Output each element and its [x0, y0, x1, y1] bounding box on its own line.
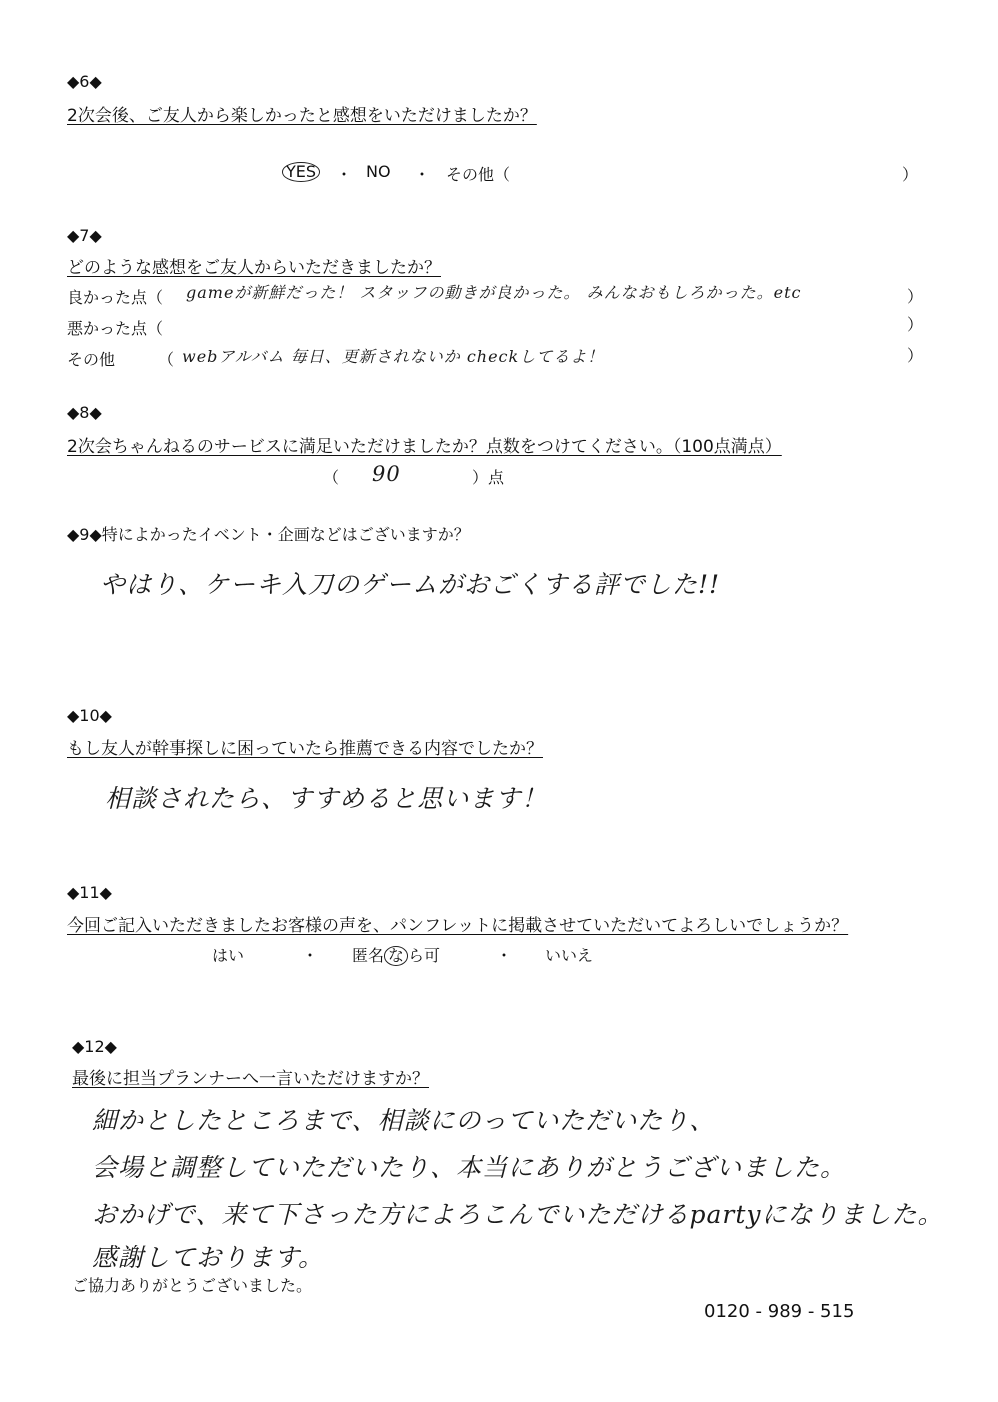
- q7-other-label: その他: [67, 350, 116, 369]
- q11-question: 今回ご記入いただきましたお客様の声を、パンフレットに掲載させていただいてよろしいでしょうか？: [67, 916, 849, 936]
- q6-option-yes[interactable]: [282, 162, 320, 182]
- footer-thanks: ご協力ありがとうございました。: [72, 1276, 313, 1295]
- q9-question: ◆9◆特によかったイベント・企画などはございますか？: [67, 525, 470, 544]
- q11-anon-circle: な: [384, 946, 408, 966]
- q7-number: ◆7◆: [67, 226, 102, 245]
- q7-other-answer: webアルバム 毎日、更新されないか checkしてるよ！: [182, 347, 605, 366]
- q7-good-label: 良かった点（: [67, 288, 164, 307]
- q11-option-anonymous[interactable]: [352, 943, 440, 966]
- q7-question: どのような感想をご友人からいただきましたか？: [67, 258, 441, 278]
- q12-answer-line-4: 感謝しております。: [92, 1243, 325, 1272]
- q6-dot-2: ・: [414, 165, 431, 184]
- q6-number: ◆6◆: [67, 72, 102, 91]
- q10-number: ◆10◆: [67, 706, 112, 725]
- q6-option-no[interactable]: NO: [366, 162, 391, 181]
- q11-anon-post: ら可: [408, 946, 441, 965]
- q6-close-paren: ）: [902, 165, 919, 184]
- q8-score: 90: [372, 462, 401, 486]
- q10-question: もし友人が幹事探しに困っていたら推薦できる内容でしたか？: [67, 739, 543, 759]
- q12-answer-line-1: 細かとしたところまで、相談にのっていただいたり、: [92, 1106, 716, 1135]
- q8-open-paren: （: [323, 468, 340, 487]
- q7-other-close: ）: [907, 346, 924, 365]
- q9-answer: やはり、ケーキ入刀のゲームがおごくする評でした!!: [100, 570, 721, 599]
- q6-yes-circle: YES: [282, 162, 320, 182]
- q7-good-close: ）: [907, 287, 924, 306]
- q8-question: 2次会ちゃんねるのサービスに満足いただけましたか？点数をつけてください。（100点満点）: [67, 437, 782, 457]
- q11-anon-pre: 匿名: [352, 946, 385, 965]
- q11-dot-1: ・: [302, 946, 319, 965]
- q6-option-other[interactable]: その他（: [446, 165, 511, 184]
- q10-answer: 相談されたら、すすめると思います！: [105, 784, 548, 813]
- q8-number: ◆8◆: [67, 403, 102, 422]
- q7-other-open: （: [158, 350, 175, 369]
- q7-good-answer: gameが新鮮だった！ スタッフの動きが良かった。 みんなおもしろかった。etc: [186, 283, 802, 302]
- q11-number: ◆11◆: [67, 883, 112, 902]
- q12-answer-line-3: おかげで、来て下さった方によろこんでいただけるpartyになりました。: [92, 1200, 944, 1229]
- q6-dot-1: ・: [336, 165, 353, 184]
- q11-option-no[interactable]: いいえ: [545, 946, 594, 965]
- q7-bad-label: 悪かった点（: [67, 319, 164, 338]
- q12-number: ◆12◆: [72, 1037, 117, 1056]
- q11-option-yes[interactable]: はい: [212, 946, 245, 965]
- footer-phone: 0120 - 989 - 515: [704, 1301, 855, 1322]
- q11-dot-2: ・: [496, 946, 513, 965]
- q7-bad-close: ）: [907, 315, 924, 334]
- q8-close-paren: ）点: [472, 468, 505, 487]
- q12-answer-line-2: 会場と調整していただいたり、本当にありがとうございました。: [92, 1153, 847, 1182]
- q6-question: 2次会後、ご友人から楽しかったと感想をいただけましたか？: [67, 106, 537, 126]
- q12-question: 最後に担当プランナーへ一言いただけますか？: [72, 1069, 429, 1089]
